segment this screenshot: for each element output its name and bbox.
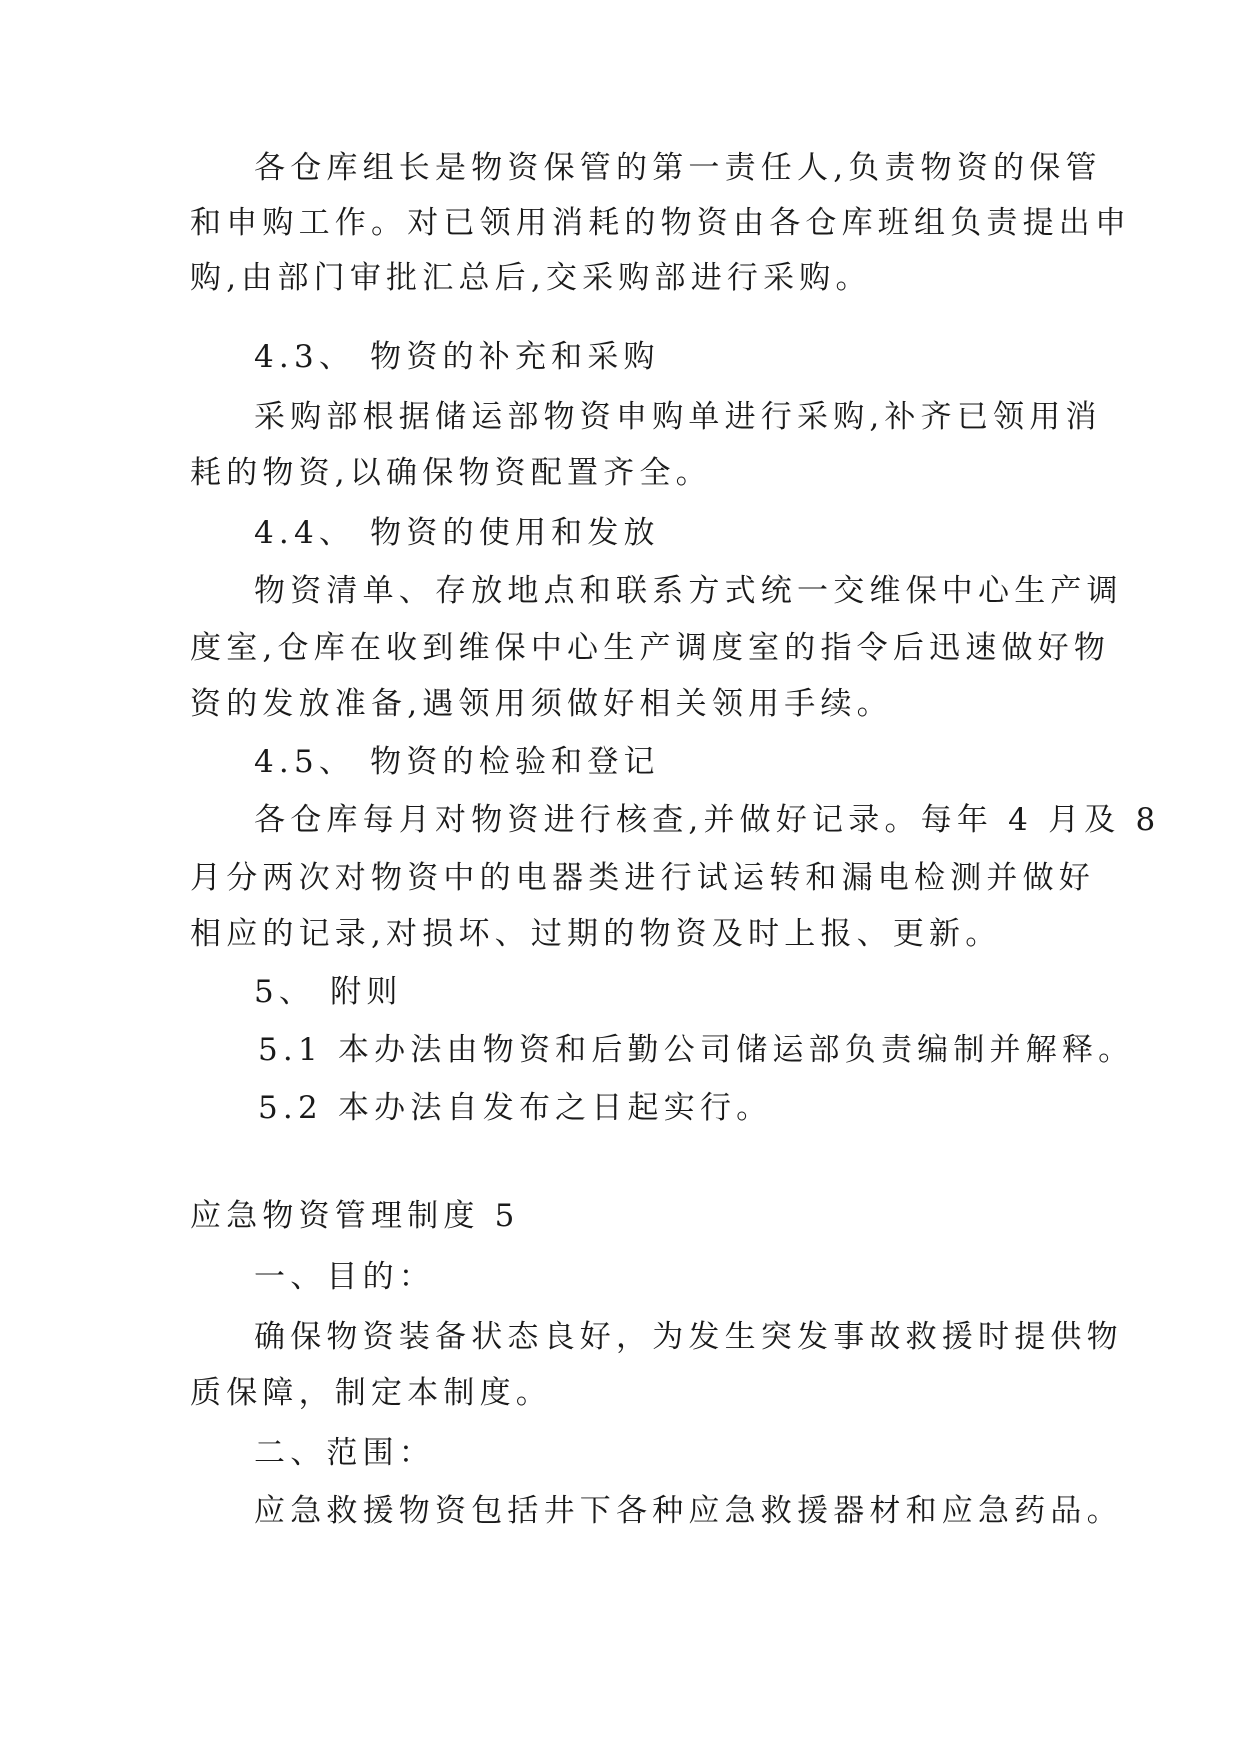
- paragraph-line: 物资清单、存放地点和联系方式统一交维保中心生产调: [254, 573, 1123, 609]
- paragraph-line: 资的发放准备,遇领用须做好相关领用手续。: [190, 686, 893, 722]
- paragraph-line: 相应的记录,对损坏、过期的物资及时上报、更新。: [190, 916, 1002, 952]
- section-heading: 二、范围：: [254, 1435, 435, 1471]
- paragraph-line: 各仓库组长是物资保管的第一责任人,负责物资的保管: [254, 150, 1102, 186]
- section-heading: 一、目的：: [254, 1259, 435, 1295]
- paragraph-line: 度室,仓库在收到维保中心生产调度室的指令后迅速做好物: [190, 630, 1111, 666]
- section-heading: 5、 附则: [254, 974, 403, 1010]
- paragraph-line: 耗的物资,以确保物资配置齐全。: [190, 455, 712, 491]
- document-title: 应急物资管理制度 5: [190, 1198, 520, 1234]
- list-item: 5.1 本办法由物资和后勤公司储运部负责编制并解释。: [258, 1032, 1135, 1068]
- section-heading: 4.4、 物资的使用和发放: [254, 515, 660, 551]
- paragraph-line: 确保物资装备状态良好，为发生突发事故救援时提供物: [254, 1319, 1123, 1355]
- paragraph-line: 应急救援物资包括井下各种应急救援器材和应急药品。: [254, 1493, 1123, 1529]
- paragraph-line: 采购部根据储运部物资申购单进行采购,补齐已领用消: [254, 399, 1102, 435]
- list-item: 5.2 本办法自发布之日起实行。: [258, 1090, 773, 1126]
- section-heading: 4.3、 物资的补充和采购: [254, 339, 660, 375]
- paragraph-line: 质保障，制定本制度。: [190, 1375, 552, 1411]
- paragraph-line: 月分两次对物资中的电器类进行试运转和漏电检测并做好: [190, 860, 1095, 896]
- paragraph-line: 购,由部门审批汇总后,交采购部进行采购。: [190, 260, 872, 296]
- paragraph-line: 各仓库每月对物资进行核查,并做好记录。每年 4 月及 8: [254, 802, 1161, 838]
- section-heading: 4.5、 物资的检验和登记: [254, 744, 660, 780]
- paragraph-line: 和申购工作。对已领用消耗的物资由各仓库班组负责提出申: [190, 205, 1132, 241]
